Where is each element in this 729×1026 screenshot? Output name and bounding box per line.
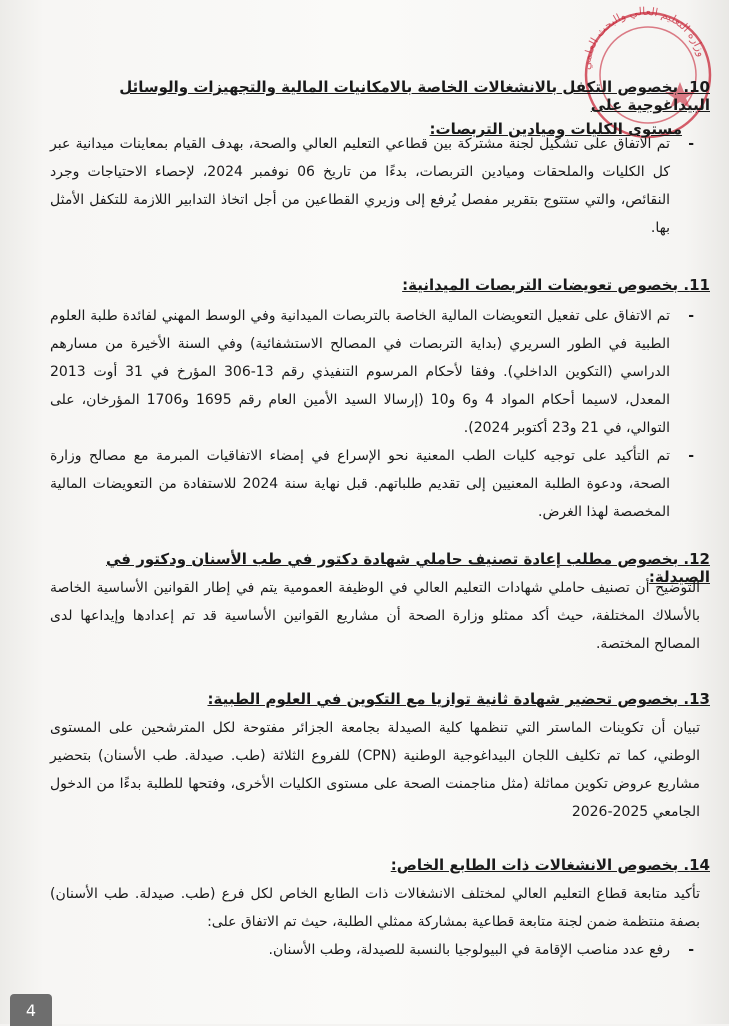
section-10-body bbox=[50, 130, 700, 242]
section-12-heading: 12. بخصوص مطلب إعادة تصنيف حاملي شهادة دكتور في طب الأسنان ودكتور في الصيدلة: bbox=[105, 550, 710, 586]
section-12-paragraph: التوضيح أن تصنيف حاملي شهادات التعليم العالي في الوظيفة العمومية يتم في إطار القوانين الأساسية الخاصة بالأسلاك المختلفة، حيث أكد ممثلو وزارة الصحة أن مشاريع القوانين الأساسية قد تم إعدادها وإيداعها لدى المصالح المختصة. bbox=[50, 580, 700, 652]
section-13-body bbox=[50, 714, 700, 826]
section-10-bullet-1: - تم الاتفاق على تشكيل لجنة مشتركة بين قطاعي التعليم العالي والصحة، بهدف القيام بمعاينات ميدانية عبر كل الكليات والملحقات وميادين التربصات، بدءًا من تاريخ 06 نوفمبر 2024، لإحصاء الاحتياجات وجرد النقائص، والتي ستتوج بتقرير مفصل يُرفع إلى وزيري القطاعين من أجل اتخاذ التدابير اللازمة للتكفل الأمثل بها. bbox=[50, 130, 700, 242]
section-10-heading bbox=[40, 78, 710, 138]
section-11-heading: 11. بخصوص تعويضات التربصات الميدانية: bbox=[402, 276, 710, 294]
section-12-body bbox=[50, 574, 700, 658]
section-11-bullet-1: - تم الاتفاق على تفعيل التعويضات المالية الخاصة بالتربصات الميدانية وفي الوسط المهني لفائدة طلبة العلوم الطبية في الطور السريري (بداية التربصات في المصالح الاستشفائية) وفي السنة الأخيرة من مسارهم الدراسي (التكوين الداخلي). وفقا لأحكام المرسوم التنفيذي رقم 13-306 المؤرخ في 31 أوت 2013 المعدل، لاسيما أحكام المواد 4 و6 و10 (إرسالا السيد الأمين العام رقم 1695 و1706 المؤرخان، على التوالي، في 21 و23 أكتوبر 2024). bbox=[50, 302, 700, 442]
section-14-body bbox=[50, 880, 700, 964]
section-11-bullet-2: - تم التأكيد على توجيه كليات الطب المعنية نحو الإسراع في إمضاء الاتفاقيات المبرمة مع مصالح وزارة الصحة، ودعوة الطلبة المعنيين إلى تقديم طلباتهم. قبل نهاية سنة 2024 للاستفادة من التعويضات المالية المخصصة لهذا الغرض. bbox=[50, 442, 700, 526]
section-11-body bbox=[50, 302, 700, 526]
svg-text:وزارة التعليم العالي والبحث ال bbox=[580, 5, 708, 70]
stamp-text: وزارة التعليم العالي والبحث العلمي bbox=[579, 4, 709, 71]
section-10-heading-line2: مستوى الكليات وميادين التربصات: bbox=[429, 120, 682, 138]
section-13-paragraph: تبيان أن تكوينات الماستر التي تنظمها كلية الصيدلة بجامعة الجزائر مفتوحة لكل المترشحين على المستوى الوطني، كما تم تكليف اللجان البيداغوجية الوطنية (CPN) للفروع الثلاثة (طب. صيدلة. طب الأسنان) بتحضير مشاريع عروض تكوين مماثلة (مثل مناجمنت الصحة على مستوى الكليات الأخرى، وفتحها للطلبة بدءًا من الدخول الجامعي 2025-2026 bbox=[50, 720, 700, 820]
page-number: 4 bbox=[10, 994, 52, 1026]
section-14-heading: 14. بخصوص الانشغالات ذات الطابع الخاص: bbox=[390, 856, 710, 874]
section-10-heading-line1: 10. بخصوص التكفل بالانشغالات الخاصة بالامكانيات المالية والتجهيزات والوسائل البيداغوجية على bbox=[119, 78, 710, 114]
section-14-paragraph: تأكيد متابعة قطاع التعليم العالي لمختلف الانشغالات ذات الطابع الخاص لكل فرع (طب. صيدلة. طب الأسنان) بصفة منتظمة ضمن لجنة متابعة قطاعية بمشاركة ممثلي الطلبة، حيث تم الاتفاق على: bbox=[50, 886, 700, 930]
section-13-heading: 13. بخصوص تحضير شهادة ثانية توازيا مع التكوين في العلوم الطبية: bbox=[207, 690, 710, 708]
section-14-bullet-1: - رفع عدد مناصب الإقامة في البيولوجيا بالنسبة للصيدلة، وطب الأسنان. bbox=[50, 936, 700, 964]
